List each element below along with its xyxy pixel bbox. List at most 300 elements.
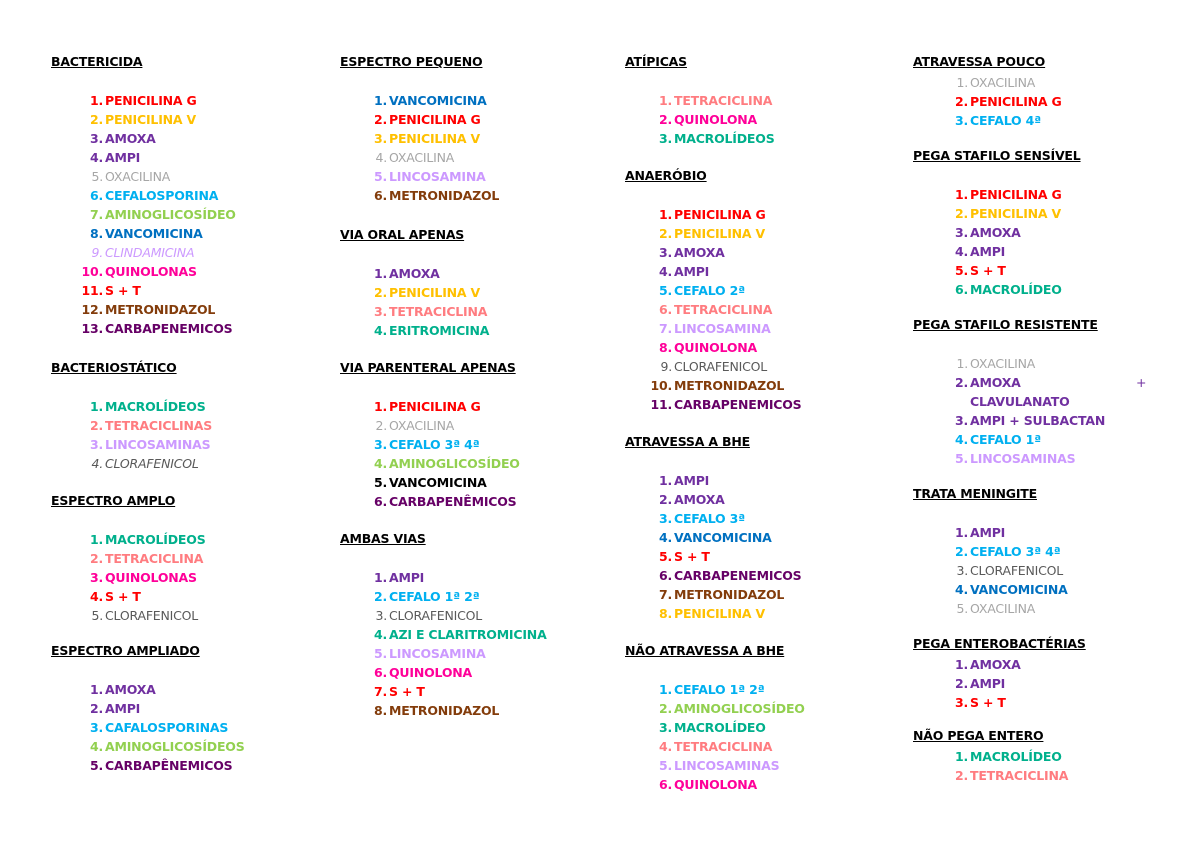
list-item-number: 5. xyxy=(89,758,103,773)
list-item-text: PENICILINA G xyxy=(970,94,1062,109)
list-item xyxy=(51,224,321,243)
list-item-number: 3. xyxy=(954,695,968,710)
list-item xyxy=(51,319,321,338)
list-item-number: 9. xyxy=(660,359,672,374)
section-atravessa-a-bhe xyxy=(625,432,895,623)
list-item xyxy=(340,644,610,663)
list-item xyxy=(625,509,895,528)
section-heading: BACTERICIDA xyxy=(51,54,143,69)
list-item xyxy=(340,606,610,625)
list-item-text: CEFALO 3ª xyxy=(674,511,745,526)
list-item xyxy=(340,454,610,473)
list-item-number: 1. xyxy=(373,399,387,414)
list-item xyxy=(51,435,321,454)
list-item xyxy=(913,580,1158,599)
list-item-text: CARBAPENEMICOS xyxy=(105,321,233,336)
list-item-text: TETRACICLINA xyxy=(389,304,488,319)
list-item-number: 7. xyxy=(373,684,387,699)
list-item-text: CAFALOSPORINAS xyxy=(105,720,229,735)
list-item-number: 3. xyxy=(89,570,103,585)
list-item-number: 1. xyxy=(89,93,103,108)
list-item-number: 4. xyxy=(954,432,968,447)
list-item-text: S + T xyxy=(674,549,710,564)
list-item-number: 6. xyxy=(373,494,387,509)
list-item-text: S + T xyxy=(105,589,141,604)
section-heading: ATÍPICAS xyxy=(625,54,687,69)
list-item-number: 3. xyxy=(373,304,387,319)
list-item-text: MACROLÍDEOS xyxy=(674,131,775,146)
section-pega-enterobacterias xyxy=(913,634,1158,712)
list-item-number: 2. xyxy=(89,701,103,716)
list-item xyxy=(340,625,610,644)
list-item-text: VANCOMICINA xyxy=(674,530,772,545)
list-item xyxy=(340,568,610,587)
list-item-text: AMINOGLICOSÍDEO xyxy=(389,456,520,471)
section-heading: PEGA ENTEROBACTÉRIAS xyxy=(913,636,1086,651)
list-item-text: AMINOGLICOSÍDEOS xyxy=(105,739,245,754)
list-item xyxy=(625,338,895,357)
section-heading: VIA ORAL APENAS xyxy=(340,227,465,242)
list-item-text: MACROLÍDEO xyxy=(970,749,1062,764)
list-item xyxy=(913,354,1158,373)
list-item-number: 4. xyxy=(89,589,103,604)
list-item xyxy=(913,561,1158,580)
list-item-text: AMPI xyxy=(674,473,710,488)
list-item-text: AMOXA xyxy=(105,682,156,697)
list-item xyxy=(625,281,895,300)
list-item xyxy=(913,92,1158,111)
list-item xyxy=(51,416,321,435)
list-item-text: CEFALO 4ª xyxy=(970,113,1041,128)
list-item-number: 1. xyxy=(956,356,968,371)
section-espectro-ampliado xyxy=(51,641,321,775)
list-item xyxy=(51,737,321,756)
list-item xyxy=(625,547,895,566)
list-item xyxy=(625,262,895,281)
list-item-number: 3. xyxy=(954,113,968,128)
list-item-number: 1. xyxy=(373,570,387,585)
list-item-number: 4. xyxy=(658,530,672,545)
list-item-text: S + T xyxy=(389,684,425,699)
list-item-text: OXACILINA xyxy=(970,356,1036,371)
list-item-text: LINCOSAMINA xyxy=(674,321,771,336)
list-item xyxy=(340,148,610,167)
list-item-number: 11. xyxy=(81,283,103,298)
list-item-text: CEFALOSPORINA xyxy=(105,188,219,203)
list-item xyxy=(913,655,1158,674)
section-trata-meningite xyxy=(913,484,1158,618)
list-item xyxy=(625,205,895,224)
list-item xyxy=(51,243,321,262)
list-item xyxy=(51,167,321,186)
list-item xyxy=(51,262,321,281)
list-item-text: TETRACICLINA xyxy=(674,302,773,317)
list-item-number: 3. xyxy=(89,131,103,146)
list-item xyxy=(340,110,610,129)
list-item-number: 4. xyxy=(954,244,968,259)
list-item xyxy=(340,473,610,492)
section-nao-pega-entero xyxy=(913,726,1158,785)
list-item-number: 5. xyxy=(956,601,968,616)
list-item-number: 7. xyxy=(658,587,672,602)
list-item-number: 3. xyxy=(373,437,387,452)
section-heading: AMBAS VIAS xyxy=(340,531,426,546)
list-item-text: VANCOMICINA xyxy=(105,226,203,241)
section-bacteriostatico xyxy=(51,358,321,473)
list-item xyxy=(340,416,610,435)
list-item-text: QUINOLONA xyxy=(674,340,757,355)
list-item xyxy=(51,549,321,568)
list-item-number: 4. xyxy=(658,739,672,754)
list-item-number: 4. xyxy=(91,456,103,471)
list-item xyxy=(625,775,895,794)
list-item-number: 3. xyxy=(375,608,387,623)
list-item-number: 3. xyxy=(89,720,103,735)
list-item-number: 3. xyxy=(954,413,968,428)
list-item-text: PENICILINA G xyxy=(674,207,766,222)
list-item-number: 3. xyxy=(658,131,672,146)
list-item xyxy=(913,280,1158,299)
list-item-number: 6. xyxy=(658,302,672,317)
list-item xyxy=(51,129,321,148)
list-item-text: VANCOMICINA xyxy=(389,93,487,108)
list-item-continuation: CLAVULANATO xyxy=(970,394,1070,409)
list-item-text: QUINOLONAS xyxy=(105,570,197,585)
list-item-text: AMPI xyxy=(970,244,1006,259)
list-item-number: 2. xyxy=(89,551,103,566)
list-item-text: OXACILINA xyxy=(105,169,171,184)
list-item-text: VANCOMICINA xyxy=(389,475,487,490)
list-item xyxy=(913,747,1158,766)
list-item-text: QUINOLONA xyxy=(674,777,757,792)
list-item xyxy=(625,680,895,699)
section-heading: ESPECTRO AMPLIADO xyxy=(51,643,200,658)
list-item-text: AMOXA xyxy=(674,492,725,507)
list-item-number: 6. xyxy=(373,188,387,203)
list-item xyxy=(625,471,895,490)
list-item xyxy=(913,449,1158,468)
section-nao-atravessa-a-bhe xyxy=(625,641,895,794)
list-item xyxy=(913,185,1158,204)
list-item xyxy=(625,395,895,414)
list-item-number: 2. xyxy=(954,375,968,390)
list-item-number: 5. xyxy=(373,475,387,490)
list-item-text: PENICILINA V xyxy=(674,226,766,241)
list-item xyxy=(51,110,321,129)
list-item-text: TETRACICLINAS xyxy=(105,418,213,433)
list-item-number: 2. xyxy=(373,285,387,300)
list-item-number: 6. xyxy=(658,777,672,792)
list-item-number: 4. xyxy=(373,627,387,642)
list-item xyxy=(51,397,321,416)
list-item-text: CEFALO 2ª xyxy=(674,283,745,298)
list-item xyxy=(913,73,1158,92)
list-item xyxy=(913,411,1158,430)
list-item xyxy=(51,680,321,699)
list-item-number: 8. xyxy=(658,340,672,355)
list-item xyxy=(51,91,321,110)
list-item-text: AMPI xyxy=(105,150,141,165)
list-item xyxy=(913,261,1158,280)
list-item xyxy=(340,492,610,511)
list-item xyxy=(913,373,1158,392)
list-item xyxy=(625,300,895,319)
list-item xyxy=(51,281,321,300)
list-item xyxy=(625,718,895,737)
list-item-number: 2. xyxy=(658,112,672,127)
list-item xyxy=(913,430,1158,449)
list-item xyxy=(625,319,895,338)
list-item-number: 1. xyxy=(658,93,672,108)
list-item xyxy=(340,663,610,682)
list-item-number: 1. xyxy=(373,266,387,281)
list-item-number: 6. xyxy=(373,665,387,680)
list-item-number: 2. xyxy=(658,701,672,716)
list-item-number: 11. xyxy=(650,397,672,412)
list-item xyxy=(625,604,895,623)
list-item-number: 2. xyxy=(89,418,103,433)
list-item-text: LINCOSAMINAS xyxy=(674,758,780,773)
list-item xyxy=(625,699,895,718)
list-item-text: CARBAPENEMICOS xyxy=(674,397,802,412)
list-item-number: 10. xyxy=(81,264,103,279)
list-item xyxy=(625,490,895,509)
list-item-number: 5. xyxy=(658,758,672,773)
list-item-text: S + T xyxy=(970,695,1006,710)
list-item-text: AMOXA xyxy=(970,225,1021,240)
list-item-number: 3. xyxy=(89,437,103,452)
list-item-text: CLINDAMICINA xyxy=(105,245,195,260)
list-item-text: TETRACICLINA xyxy=(970,768,1069,783)
list-item xyxy=(51,718,321,737)
list-item-text: AMOXA xyxy=(389,266,440,281)
list-item-text: METRONIDAZOL xyxy=(105,302,216,317)
section-pega-stafilo-resistente xyxy=(913,315,1158,468)
list-item-text: AZI E CLARITROMICINA xyxy=(389,627,547,642)
list-item-number: 2. xyxy=(658,492,672,507)
list-item-text: QUINOLONA xyxy=(389,665,472,680)
list-item xyxy=(51,300,321,319)
list-item-number: 5. xyxy=(373,169,387,184)
list-item xyxy=(51,587,321,606)
list-item xyxy=(51,699,321,718)
list-item-text: PENICILINA V xyxy=(970,206,1062,221)
list-item-text: PENICILINA G xyxy=(389,399,481,414)
list-item-text: AMPI xyxy=(970,676,1006,691)
list-item-number: 6. xyxy=(954,282,968,297)
list-item-number: 2. xyxy=(954,206,968,221)
list-item-text: METRONIDAZOL xyxy=(674,378,785,393)
list-item-text: CARBAPENEMICOS xyxy=(674,568,802,583)
list-item-number: 1. xyxy=(658,682,672,697)
list-item-text: PENICILINA V xyxy=(389,131,481,146)
list-item xyxy=(913,599,1158,618)
list-item-number: 8. xyxy=(89,226,103,241)
list-item-text: LINCOSAMINAS xyxy=(105,437,211,452)
list-item-text: CLORAFENICOL xyxy=(674,359,768,374)
plus-sign: + xyxy=(1136,375,1147,390)
list-item-text: PENICILINA G xyxy=(105,93,197,108)
list-item xyxy=(340,435,610,454)
list-item xyxy=(625,376,895,395)
list-item xyxy=(51,568,321,587)
list-item xyxy=(625,91,895,110)
section-heading: BACTERIOSTÁTICO xyxy=(51,360,177,375)
list-item-text: AMOXA xyxy=(105,131,156,146)
list-item-number: 1. xyxy=(954,187,968,202)
list-item-number: 7. xyxy=(89,207,103,222)
section-heading: PEGA STAFILO SENSÍVEL xyxy=(913,148,1081,163)
list-item-number: 1. xyxy=(658,207,672,222)
list-item xyxy=(625,129,895,148)
list-item xyxy=(625,224,895,243)
list-item xyxy=(51,186,321,205)
list-item xyxy=(625,566,895,585)
list-item-text: CLORAFENICOL xyxy=(389,608,483,623)
list-item-number: 4. xyxy=(373,456,387,471)
list-item-text: AMOXA xyxy=(970,657,1021,672)
list-item-number: 5. xyxy=(954,451,968,466)
section-heading: PEGA STAFILO RESISTENTE xyxy=(913,317,1098,332)
list-item-number: 4. xyxy=(89,150,103,165)
list-item-number: 1. xyxy=(954,525,968,540)
list-item xyxy=(625,110,895,129)
section-heading: ESPECTRO PEQUENO xyxy=(340,54,483,69)
list-item-text: CEFALO 3ª 4ª xyxy=(389,437,480,452)
list-item-number: 8. xyxy=(658,606,672,621)
list-item-text: AMOXA xyxy=(674,245,725,260)
list-item xyxy=(51,530,321,549)
list-item xyxy=(51,205,321,224)
list-item-text: LINCOSAMINAS xyxy=(970,451,1076,466)
section-heading: NÃO ATRAVESSA A BHE xyxy=(625,643,785,658)
list-item-number: 3. xyxy=(373,131,387,146)
list-item xyxy=(913,766,1158,785)
list-item xyxy=(51,606,321,625)
list-item-text: TETRACICLINA xyxy=(105,551,204,566)
list-item-text: CLORAFENICOL xyxy=(105,456,199,471)
section-pega-stafilo-sensivel xyxy=(913,146,1158,299)
list-item-text: MACROLÍDEO xyxy=(970,282,1062,297)
list-item-number: 3. xyxy=(954,225,968,240)
list-item xyxy=(625,243,895,262)
section-heading: ATRAVESSA A BHE xyxy=(625,434,750,449)
list-item-text: LINCOSAMINA xyxy=(389,646,486,661)
list-item-text: PENICILINA V xyxy=(674,606,766,621)
column-1 xyxy=(51,52,321,775)
list-item-text: PENICILINA G xyxy=(389,112,481,127)
list-item-text: METRONIDAZOL xyxy=(674,587,785,602)
list-item-number: 5. xyxy=(658,283,672,298)
list-item-number: 2. xyxy=(375,418,387,433)
column-3 xyxy=(625,52,895,794)
list-item xyxy=(913,204,1158,223)
list-item-number: 4. xyxy=(375,150,387,165)
list-item-number: 3. xyxy=(658,720,672,735)
list-item-text: METRONIDAZOL xyxy=(389,188,500,203)
section-heading: ATRAVESSA POUCO xyxy=(913,54,1046,69)
section-heading: VIA PARENTERAL APENAS xyxy=(340,360,516,375)
list-item-number: 7. xyxy=(658,321,672,336)
list-item-number: 1. xyxy=(89,532,103,547)
list-item-text: PENICILINA V xyxy=(105,112,197,127)
list-item-text: AMOXA xyxy=(970,375,1021,390)
list-item xyxy=(913,223,1158,242)
list-item-number: 4. xyxy=(658,264,672,279)
list-item-text: MACROLÍDEOS xyxy=(105,399,206,414)
section-via-oral-apenas xyxy=(340,225,610,340)
list-item-number: 1. xyxy=(954,657,968,672)
list-item xyxy=(625,756,895,775)
list-item-number: 2. xyxy=(954,544,968,559)
list-item xyxy=(340,167,610,186)
list-item xyxy=(340,321,610,340)
list-item-number: 6. xyxy=(89,188,103,203)
list-item-text: CARBAPÊNEMICOS xyxy=(105,758,233,773)
list-item-number: 2. xyxy=(373,589,387,604)
list-item xyxy=(340,129,610,148)
list-item-text: MACROLÍDEOS xyxy=(105,532,206,547)
list-item-number: 1. xyxy=(954,749,968,764)
list-item-text: TETRACICLINA xyxy=(674,739,773,754)
list-item-text: CEFALO 1ª 2ª xyxy=(674,682,765,697)
section-atravessa-pouco xyxy=(913,52,1158,130)
list-item-number: 5. xyxy=(373,646,387,661)
list-item-number: 3. xyxy=(658,511,672,526)
list-item-number: 5. xyxy=(91,169,103,184)
list-item-number: 1. xyxy=(373,93,387,108)
section-heading: ANAERÓBIO xyxy=(625,168,707,183)
section-heading: ESPECTRO AMPLO xyxy=(51,493,176,508)
list-item-number: 3. xyxy=(658,245,672,260)
list-item-text: OXACILINA xyxy=(970,75,1036,90)
section-atipicas xyxy=(625,52,895,148)
list-item-number: 6. xyxy=(658,568,672,583)
list-item-text: OXACILINA xyxy=(970,601,1036,616)
list-item-number: 5. xyxy=(658,549,672,564)
list-item-text: S + T xyxy=(970,263,1006,278)
list-item-text: METRONIDAZOL xyxy=(389,703,500,718)
list-item-number: 13. xyxy=(81,321,103,336)
list-item xyxy=(340,283,610,302)
column-2 xyxy=(340,52,610,720)
list-item xyxy=(51,148,321,167)
list-item-number: 4. xyxy=(89,739,103,754)
list-item xyxy=(340,587,610,606)
list-item-text: PENICILINA G xyxy=(970,187,1062,202)
list-item-number: 9. xyxy=(91,245,103,260)
list-item-text: TETRACICLINA xyxy=(674,93,773,108)
list-item xyxy=(340,701,610,720)
list-item-text: PENICILINA V xyxy=(389,285,481,300)
list-item xyxy=(913,111,1158,130)
list-item-text: AMPI xyxy=(389,570,425,585)
list-item-text: QUINOLONA xyxy=(674,112,757,127)
list-item-number: 2. xyxy=(373,112,387,127)
list-item-text: ERITROMICINA xyxy=(389,323,490,338)
list-item xyxy=(340,682,610,701)
list-item-text: CEFALO 3ª 4ª xyxy=(970,544,1061,559)
list-item-number: 1. xyxy=(956,75,968,90)
list-item-text: CLORAFENICOL xyxy=(970,563,1064,578)
list-item-number: 12. xyxy=(81,302,103,317)
list-item-text: CEFALO 1ª xyxy=(970,432,1041,447)
list-item xyxy=(625,357,895,376)
list-item xyxy=(51,454,321,473)
list-item xyxy=(340,186,610,205)
list-item-number: 2. xyxy=(954,768,968,783)
list-item-text: CEFALO 1ª 2ª xyxy=(389,589,480,604)
